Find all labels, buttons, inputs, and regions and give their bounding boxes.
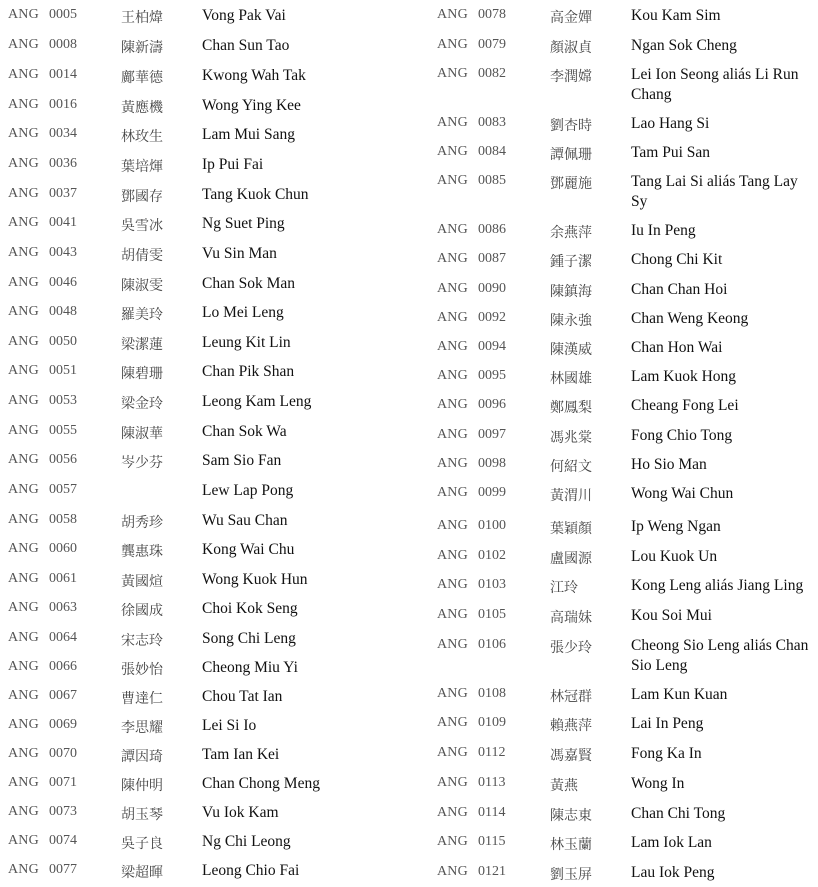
entry-number: 0073	[49, 804, 77, 819]
romanized-name: Chan Sok Man	[202, 275, 295, 292]
chinese-name: 鄧麗施	[550, 176, 592, 192]
romanized-name: Ho Sio Man	[631, 456, 707, 473]
chinese-name: 胡倩雯	[121, 248, 163, 264]
romanized-name: Lam Iok Lan	[631, 834, 712, 851]
chinese-name: 黃應機	[121, 100, 163, 116]
chinese-name: 羅美玲	[121, 307, 163, 323]
romanized-name: Vu Iok Kam	[202, 804, 279, 821]
chinese-name: 黃國煊	[121, 574, 163, 590]
chinese-name: 賴燕萍	[550, 718, 592, 734]
romanized-name: Wong In	[631, 775, 685, 792]
romanized-name: Lo Mei Leng	[202, 304, 284, 321]
romanized-name: Cheong Sio Leng aliás Chan Sio Leng	[631, 637, 809, 674]
entry-prefix: ANG	[437, 805, 468, 820]
entry-prefix: ANG	[437, 222, 468, 237]
entry-prefix: ANG	[8, 746, 39, 761]
chinese-name: 梁金玲	[121, 396, 163, 412]
romanized-name: Wong Ying Kee	[202, 97, 301, 114]
romanized-name: Kou Kam Sim	[631, 7, 721, 24]
entry-prefix: ANG	[8, 571, 39, 586]
entry-number: 0055	[49, 423, 77, 438]
entry-number: 0074	[49, 833, 77, 848]
chinese-name: 吳子良	[121, 836, 163, 852]
chinese-name: 顏淑貞	[550, 40, 592, 56]
chinese-name: 徐國成	[121, 603, 163, 619]
romanized-name: Cheang Fong Lei	[631, 397, 739, 414]
romanized-name: Chan Chi Tong	[631, 805, 726, 822]
chinese-name: 盧國源	[550, 551, 592, 567]
chinese-name: 余燕萍	[550, 225, 592, 241]
chinese-name: 譚因琦	[121, 749, 163, 765]
entry-prefix: ANG	[437, 251, 468, 266]
chinese-name: 林玉蘭	[550, 837, 592, 853]
entry-number: 0099	[478, 485, 506, 500]
entry-number: 0113	[478, 775, 506, 790]
entry-prefix: ANG	[437, 115, 468, 130]
entry-prefix: ANG	[8, 215, 39, 230]
entry-number: 0046	[49, 275, 77, 290]
romanized-name: Song Chi Leng	[202, 630, 296, 647]
romanized-name: Leong Kam Leng	[202, 393, 312, 410]
entry-number: 0083	[478, 115, 506, 130]
romanized-name: Lai In Peng	[631, 715, 704, 732]
chinese-name: 譚佩珊	[550, 147, 592, 163]
entry-prefix: ANG	[437, 485, 468, 500]
chinese-name: 李思耀	[121, 720, 163, 736]
entry-prefix: ANG	[8, 393, 39, 408]
entry-prefix: ANG	[8, 541, 39, 556]
romanized-name: Choi Kok Seng	[202, 600, 298, 617]
entry-number: 0064	[49, 630, 77, 645]
romanized-name: Wu Sau Chan	[202, 512, 288, 529]
entry-number: 0066	[49, 659, 77, 674]
chinese-name: 岑少芬	[121, 455, 163, 471]
entry-number: 0092	[478, 310, 506, 325]
entry-number: 0051	[49, 363, 77, 378]
entry-prefix: ANG	[437, 577, 468, 592]
chinese-name: 黃渭川	[550, 488, 592, 504]
romanized-name: Chan Sok Wa	[202, 423, 287, 440]
romanized-name: Kong Wai Chu	[202, 541, 295, 558]
entry-prefix: ANG	[8, 833, 39, 848]
entry-prefix: ANG	[8, 717, 39, 732]
entry-number: 0087	[478, 251, 506, 266]
chinese-name: 梁超暉	[121, 865, 163, 881]
entry-prefix: ANG	[8, 482, 39, 497]
romanized-name: Lei Ion Seong aliás Li Run Chang	[631, 66, 799, 103]
romanized-name: Lau Iok Peng	[631, 864, 715, 881]
entry-number: 0071	[49, 775, 77, 790]
entry-prefix: ANG	[437, 144, 468, 159]
entry-prefix: ANG	[8, 275, 39, 290]
chinese-name: 梁潔蓮	[121, 337, 163, 353]
entry-prefix: ANG	[8, 126, 39, 141]
entry-number: 0115	[478, 834, 506, 849]
chinese-name: 張妙怡	[121, 662, 163, 678]
romanized-name: Ng Suet Ping	[202, 215, 285, 232]
entry-prefix: ANG	[437, 7, 468, 22]
entry-number: 0061	[49, 571, 77, 586]
chinese-name: 林玫生	[121, 129, 163, 145]
entry-prefix: ANG	[437, 456, 468, 471]
entry-prefix: ANG	[8, 245, 39, 260]
romanized-name: Chan Chong Meng	[202, 775, 320, 792]
romanized-name: Leung Kit Lin	[202, 334, 291, 351]
romanized-name: Chong Chi Kit	[631, 251, 723, 268]
entry-prefix: ANG	[437, 397, 468, 412]
entry-number: 0095	[478, 368, 506, 383]
romanized-name: Wong Kuok Hun	[202, 571, 308, 588]
romanized-name: Wong Wai Chun	[631, 485, 734, 502]
entry-number: 0057	[49, 482, 77, 497]
entry-number: 0014	[49, 67, 77, 82]
entry-prefix: ANG	[8, 97, 39, 112]
entry-prefix: ANG	[8, 688, 39, 703]
entry-prefix: ANG	[8, 775, 39, 790]
entry-number: 0108	[478, 686, 506, 701]
romanized-name: Tang Lai Si aliás Tang Lay Sy	[631, 173, 798, 210]
entry-prefix: ANG	[8, 512, 39, 527]
romanized-name: Kong Leng aliás Jiang Ling	[631, 577, 804, 594]
entry-prefix: ANG	[8, 186, 39, 201]
entry-prefix: ANG	[8, 363, 39, 378]
entry-number: 0114	[478, 805, 506, 820]
entry-number: 0106	[478, 637, 506, 652]
entry-prefix: ANG	[437, 37, 468, 52]
entry-number: 0084	[478, 144, 506, 159]
romanized-name: Lam Kuok Hong	[631, 368, 737, 385]
entry-prefix: ANG	[8, 304, 39, 319]
romanized-name: Fong Chio Tong	[631, 427, 733, 444]
entry-prefix: ANG	[8, 334, 39, 349]
chinese-name: 鄺華德	[121, 70, 163, 86]
entry-number: 0121	[478, 864, 506, 879]
entry-number: 0069	[49, 717, 77, 732]
entry-prefix: ANG	[437, 745, 468, 760]
entry-prefix: ANG	[437, 427, 468, 442]
entry-prefix: ANG	[8, 659, 39, 674]
entry-prefix: ANG	[437, 607, 468, 622]
entry-number: 0034	[49, 126, 77, 141]
romanized-name: Leong Chio Fai	[202, 862, 300, 879]
romanized-name: Tam Pui San	[631, 144, 710, 161]
entry-prefix: ANG	[8, 804, 39, 819]
chinese-name: 胡秀珍	[121, 515, 163, 531]
chinese-name: 林國雄	[550, 371, 592, 387]
romanized-name: Lew Lap Pong	[202, 482, 294, 499]
romanized-name: Cheong Miu Yi	[202, 659, 298, 676]
chinese-name: 張少玲	[550, 640, 592, 656]
entry-number: 0077	[49, 862, 77, 877]
entry-prefix: ANG	[8, 67, 39, 82]
romanized-name: Chou Tat Ian	[202, 688, 283, 705]
chinese-name: 胡玉琴	[121, 807, 163, 823]
chinese-name: 林冠群	[550, 689, 592, 705]
entry-number: 0085	[478, 173, 506, 188]
entry-number: 0086	[478, 222, 506, 237]
chinese-name: 黃燕	[550, 778, 578, 794]
romanized-name: Iu In Peng	[631, 222, 696, 239]
entry-number: 0005	[49, 7, 77, 22]
entry-prefix: ANG	[8, 600, 39, 615]
chinese-name: 鍾子潔	[550, 254, 592, 270]
entry-number: 0102	[478, 548, 506, 563]
chinese-name: 陳永強	[550, 313, 592, 329]
romanized-name: Vong Pak Vai	[202, 7, 286, 24]
entry-number: 0105	[478, 607, 506, 622]
chinese-name: 馮嘉賢	[550, 748, 592, 764]
entry-prefix: ANG	[437, 66, 468, 81]
entry-number: 0041	[49, 215, 77, 230]
entry-prefix: ANG	[8, 630, 39, 645]
entry-number: 0112	[478, 745, 506, 760]
entry-number: 0043	[49, 245, 77, 260]
chinese-name: 馮兆棠	[550, 430, 592, 446]
entry-number: 0078	[478, 7, 506, 22]
entry-prefix: ANG	[437, 834, 468, 849]
romanized-name: Ngan Sok Cheng	[631, 37, 737, 54]
entry-prefix: ANG	[437, 368, 468, 383]
entry-number: 0090	[478, 281, 506, 296]
romanized-name: Ng Chi Leong	[202, 833, 291, 850]
romanized-name: Chan Sun Tao	[202, 37, 290, 54]
entry-prefix: ANG	[437, 339, 468, 354]
chinese-name: 宋志玲	[121, 633, 163, 649]
romanized-name: Ip Pui Fai	[202, 156, 264, 173]
romanized-name: Lam Kun Kuan	[631, 686, 728, 703]
entry-number: 0103	[478, 577, 506, 592]
entry-prefix: ANG	[8, 37, 39, 52]
chinese-name: 龔惠珠	[121, 544, 163, 560]
chinese-name: 何紹文	[550, 459, 592, 475]
romanized-name: Chan Hon Wai	[631, 339, 723, 356]
entry-number: 0060	[49, 541, 77, 556]
entry-number: 0067	[49, 688, 77, 703]
entry-number: 0109	[478, 715, 506, 730]
entry-number: 0097	[478, 427, 506, 442]
entry-prefix: ANG	[8, 156, 39, 171]
chinese-name: 陳淑華	[121, 426, 163, 442]
chinese-name: 陳仲明	[121, 778, 163, 794]
entry-number: 0056	[49, 452, 77, 467]
entry-prefix: ANG	[437, 637, 468, 652]
entry-number: 0053	[49, 393, 77, 408]
chinese-name: 陳鎮海	[550, 284, 592, 300]
entry-prefix: ANG	[437, 281, 468, 296]
romanized-name: Chan Chan Hoi	[631, 281, 728, 298]
entry-number: 0098	[478, 456, 506, 471]
entry-prefix: ANG	[437, 864, 468, 879]
entry-prefix: ANG	[437, 310, 468, 325]
romanized-name: Vu Sin Man	[202, 245, 277, 262]
romanized-name: Chan Pik Shan	[202, 363, 295, 380]
entry-prefix: ANG	[437, 715, 468, 730]
chinese-name: 陳漢威	[550, 342, 592, 358]
entry-prefix: ANG	[8, 7, 39, 22]
chinese-name: 王柏煒	[121, 10, 163, 26]
romanized-name: Kou Soi Mui	[631, 607, 712, 624]
entry-prefix: ANG	[8, 452, 39, 467]
chinese-name: 江玲	[550, 580, 578, 596]
entry-prefix: ANG	[437, 173, 468, 188]
romanized-name: Chan Weng Keong	[631, 310, 749, 327]
entry-number: 0082	[478, 66, 506, 81]
chinese-name: 陳碧珊	[121, 366, 163, 382]
chinese-name: 鄧國存	[121, 189, 163, 205]
entry-number: 0063	[49, 600, 77, 615]
entry-number: 0094	[478, 339, 506, 354]
romanized-name: Tam Ian Kei	[202, 746, 280, 763]
chinese-name: 葉穎顏	[550, 521, 592, 537]
entry-number: 0050	[49, 334, 77, 349]
entry-prefix: ANG	[8, 862, 39, 877]
chinese-name: 劉玉屏	[550, 867, 592, 883]
romanized-name: Sam Sio Fan	[202, 452, 282, 469]
entry-number: 0016	[49, 97, 77, 112]
entry-number: 0058	[49, 512, 77, 527]
chinese-name: 李潤嫦	[550, 69, 592, 85]
entry-number: 0100	[478, 518, 506, 533]
romanized-name: Fong Ka In	[631, 745, 702, 762]
entry-prefix: ANG	[437, 518, 468, 533]
chinese-name: 高瑞妹	[550, 610, 592, 626]
entry-prefix: ANG	[437, 686, 468, 701]
romanized-name: Lao Hang Si	[631, 115, 710, 132]
entry-number: 0037	[49, 186, 77, 201]
entry-prefix: ANG	[437, 548, 468, 563]
entry-number: 0008	[49, 37, 77, 52]
chinese-name: 劉杏時	[550, 118, 592, 134]
chinese-name: 高金嬋	[550, 10, 592, 26]
romanized-name: Kwong Wah Tak	[202, 67, 306, 84]
chinese-name: 曹達仁	[121, 691, 163, 707]
chinese-name: 陳志東	[550, 808, 592, 824]
romanized-name: Tang Kuok Chun	[202, 186, 309, 203]
entry-number: 0070	[49, 746, 77, 761]
romanized-name: Lou Kuok Un	[631, 548, 718, 565]
chinese-name: 葉培煇	[121, 159, 163, 175]
chinese-name: 陳新濤	[121, 40, 163, 56]
romanized-name: Ip Weng Ngan	[631, 518, 721, 535]
romanized-name: Lei Si Io	[202, 717, 257, 734]
entry-number: 0096	[478, 397, 506, 412]
entry-number: 0079	[478, 37, 506, 52]
romanized-name: Lam Mui Sang	[202, 126, 295, 143]
chinese-name: 吳雪冰	[121, 218, 163, 234]
chinese-name: 陳淑雯	[121, 278, 163, 294]
entry-number: 0048	[49, 304, 77, 319]
entry-prefix: ANG	[437, 775, 468, 790]
entry-number: 0036	[49, 156, 77, 171]
chinese-name: 鄭鳳梨	[550, 400, 592, 416]
entry-prefix: ANG	[8, 423, 39, 438]
